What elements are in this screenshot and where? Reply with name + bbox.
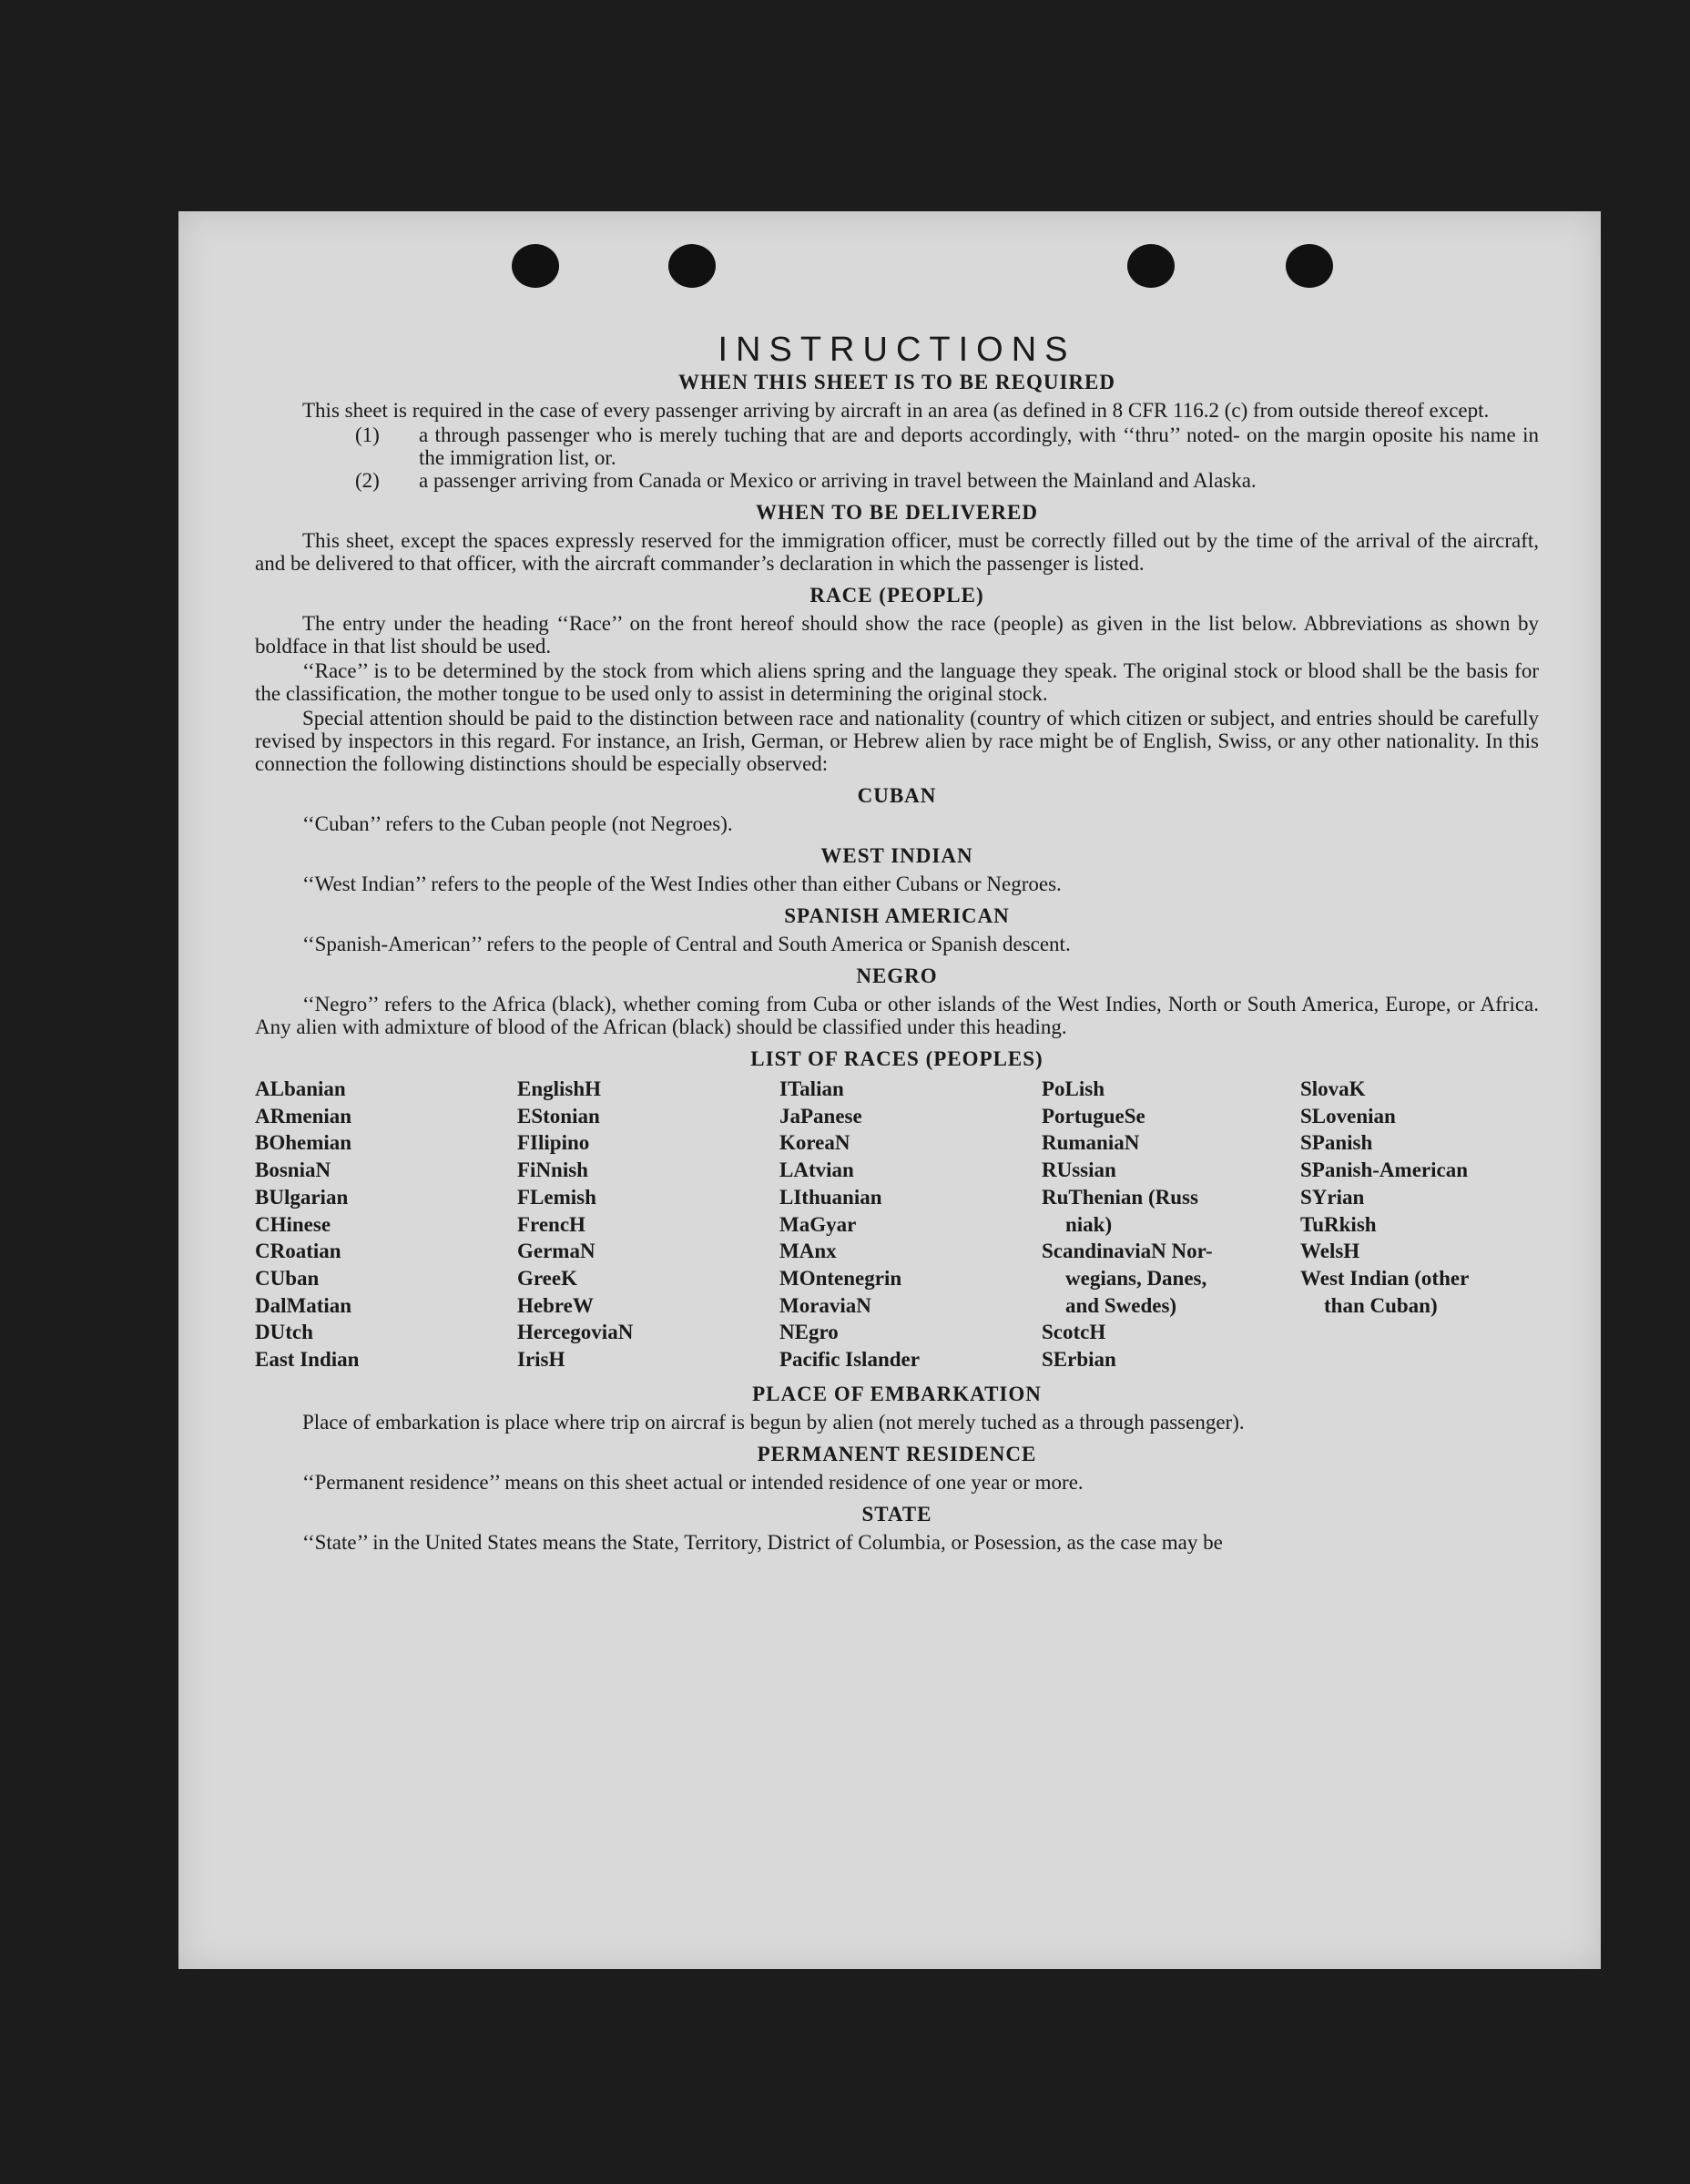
race-entry: than Cuban) [1324, 1293, 1438, 1317]
race-entry: East Indian [255, 1348, 360, 1372]
race-entry: NEgro [779, 1321, 839, 1344]
punch-hole [1286, 244, 1333, 288]
punch-hole [1127, 244, 1175, 288]
race-entry: EnglishH [517, 1077, 602, 1100]
race-entry: TuRkish [1300, 1212, 1377, 1236]
race-entry: PortugueSe [1042, 1104, 1145, 1128]
race-entry: CHinese [255, 1212, 331, 1236]
race-entry: KoreaN [779, 1131, 850, 1155]
race-entry: SYrian [1300, 1185, 1365, 1209]
race-column-1 [255, 1076, 517, 1373]
instructions-content [255, 328, 1539, 1556]
section-heading-required: WHEN THIS SHEET IS TO BE REQUIRED [678, 371, 1115, 393]
race-entry: SErbian [1042, 1348, 1116, 1372]
race-entry: and Swedes) [1065, 1293, 1177, 1317]
race-list [255, 1076, 1539, 1373]
section-heading-list: LIST OF RACES (PEOPLES) [750, 1047, 1044, 1070]
race-entry: SLovenian [1300, 1104, 1396, 1128]
section-heading-state: STATE [861, 1502, 932, 1526]
spanish-american-text: ‘‘Spanish-American’’ refers to the people of Central and South America or Spanish descent. [302, 933, 1071, 955]
race-entry: ALbanian [255, 1077, 346, 1100]
section-heading-cuban: CUBAN [857, 784, 937, 807]
punch-hole [512, 244, 559, 288]
race-entry: DalMatian [255, 1293, 352, 1317]
race-entry: GreeK [517, 1266, 577, 1290]
section-heading-delivered: WHEN TO BE DELIVERED [756, 501, 1038, 524]
race-entry: SPanish-American [1300, 1158, 1468, 1182]
race-column-4 [1042, 1076, 1300, 1373]
race-entry: JaPanese [779, 1104, 862, 1128]
race-entry: MoraviaN [779, 1293, 871, 1317]
item-number: (1) [355, 424, 380, 446]
race-paragraph-3: Special attention should be paid to the distinction between race and nationality (country of which citizen or subject, and entries should be carefully revised by inspectors in this regard. For instance, an Irish, German, or Hebrew alien by race might be of English, Swiss, or any other nationality. In this connection the following distinctions should be especially observed: [255, 707, 1539, 775]
race-entry: MOntenegrin [779, 1266, 902, 1290]
section-heading-residence: PERMANENT RESIDENCE [757, 1442, 1037, 1465]
race-entry: Pacific Islander [779, 1348, 920, 1372]
race-entry: CRoatian [255, 1240, 341, 1263]
state-text: ‘‘State’’ in the United States means the State, Territory, District of Columbia, or Posession, as the case may be [302, 1530, 1223, 1554]
section-heading-negro: NEGRO [856, 964, 938, 987]
race-entry: BosniaN [255, 1158, 331, 1182]
item-number: (2) [355, 469, 380, 492]
race-entry: FLemish [517, 1185, 596, 1209]
race-entry: BOhemian [255, 1131, 352, 1155]
negro-text: ‘‘Negro’’ refers to the Africa (black), whether coming from Cuba or other islands of the West Indies, North or South America, Europe, or Africa. Any alien with admixture of blood of the African (black) should be classified under this heading. [255, 993, 1539, 1038]
race-entry: RUssian [1042, 1158, 1116, 1182]
race-entry: IrisH [517, 1348, 565, 1372]
race-column-5 [1300, 1076, 1539, 1373]
required-item-2 [255, 469, 1539, 492]
delivered-text: This sheet, except the spaces expressly reserved for the immigration officer, must be correctly filled out by the time of the arrival of the aircraft, and be delivered to that officer, with the aircraft commander’s declaration in which the passenger is listed. [255, 529, 1539, 575]
race-entry: niak) [1065, 1212, 1113, 1236]
race-column-3 [779, 1076, 1042, 1373]
section-heading-embarkation: PLACE OF EMBARKATION [752, 1382, 1042, 1405]
race-entry: wegians, Danes, [1065, 1266, 1207, 1290]
punch-hole [668, 244, 716, 288]
race-entry: EStonian [517, 1104, 600, 1128]
race-entry: HebreW [517, 1293, 594, 1317]
page-title: INSTRUCTIONS [718, 331, 1076, 369]
race-entry: MaGyar [779, 1212, 857, 1236]
embarkation-text: Place of embarkation is place where trip on aircraf is begun by alien (not merely tuched as a through passenger). [302, 1410, 1245, 1434]
race-paragraph-1: The entry under the heading ‘‘Race’’ on the front hereof should show the race (people) as given in the list below. Abbreviations as shown by boldface in that list should be used. [255, 612, 1539, 658]
race-entry: BUlgarian [255, 1185, 349, 1209]
race-entry: ITalian [779, 1077, 844, 1100]
race-entry: ScandinaviaN Nor- [1042, 1240, 1213, 1263]
race-entry: RumaniaN [1042, 1131, 1140, 1155]
residence-text: ‘‘Permanent residence’’ means on this sheet actual or intended residence of one year or more. [302, 1470, 1084, 1494]
race-entry: FrencH [517, 1212, 585, 1236]
cuban-text: ‘‘Cuban’’ refers to the Cuban people (not Negroes). [302, 812, 733, 835]
race-entry: MAnx [779, 1240, 837, 1263]
race-entry: FiNnish [517, 1158, 588, 1182]
race-entry: SlovaK [1300, 1077, 1366, 1100]
race-entry: HercegoviaN [517, 1321, 634, 1344]
race-paragraph-2: ‘‘Race’’ is to be determined by the stock from which aliens spring and the language they speak. The original stock or blood shall be the basis for the classification, the mother tongue to be used only to assist in determining the original stock. [255, 659, 1539, 705]
race-column-2 [517, 1076, 779, 1373]
section-heading-race: RACE (PEOPLE) [809, 584, 984, 607]
section-heading-west-indian: WEST INDIAN [820, 844, 973, 867]
race-entry: DUtch [255, 1321, 313, 1344]
race-entry: ARmenian [255, 1104, 352, 1128]
item-text: a passenger arriving from Canada or Mexico or arriving in travel between the Mainland and Alaska. [419, 469, 1257, 492]
item-text: a through passenger who is merely tuching that are and deports accordingly, with ‘‘thru’’ noted- on the margin oposite his name in the immigration list, or. [419, 424, 1539, 469]
race-entry: PoLish [1042, 1077, 1105, 1100]
race-entry: SPanish [1300, 1131, 1373, 1155]
race-entry: RuThenian (Russ [1042, 1185, 1198, 1209]
west-indian-text: ‘‘West Indian’’ refers to the people of the West Indies other than either Cubans or Negroes. [302, 873, 1062, 895]
required-item-1 [255, 424, 1539, 469]
race-entry: WelsH [1300, 1240, 1360, 1263]
race-entry: ScotcH [1042, 1321, 1106, 1344]
race-entry: West Indian (other [1300, 1266, 1470, 1290]
race-entry: LIthuanian [779, 1185, 882, 1209]
race-entry: FIlipino [517, 1131, 590, 1155]
race-entry: LAtvian [779, 1158, 854, 1182]
required-intro: This sheet is required in the case of every passenger arriving by aircraft in an area (as defined in 8 CFR 116.2 (c) from outside thereof except. [302, 399, 1490, 422]
race-entry: GermaN [517, 1240, 596, 1263]
section-heading-spanish-american: SPANISH AMERICAN [784, 904, 1010, 927]
race-entry: CUban [255, 1266, 320, 1290]
